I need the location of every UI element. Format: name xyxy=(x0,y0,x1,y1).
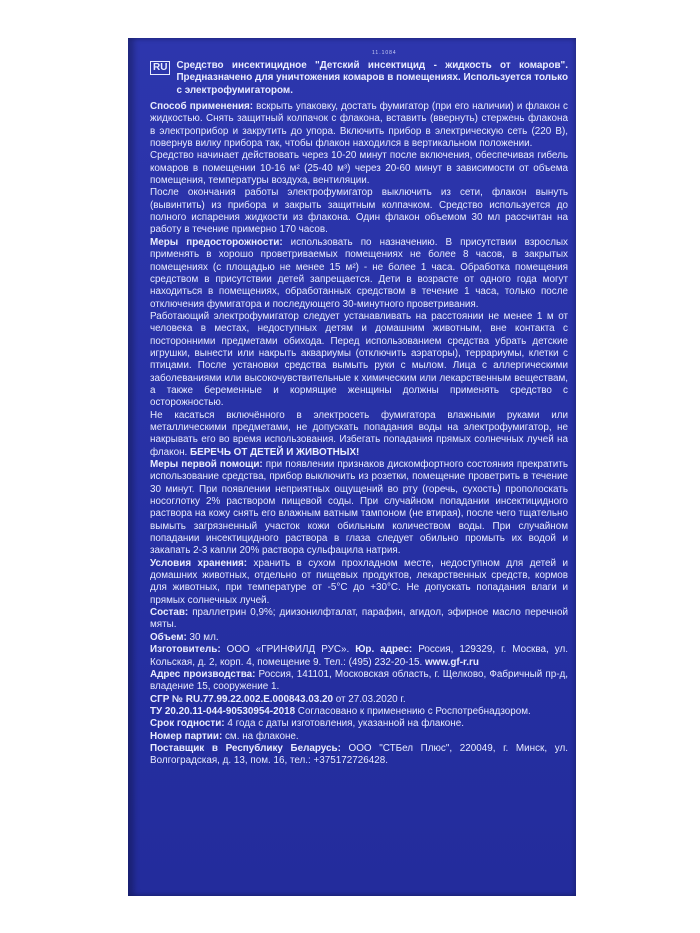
print-mark: 11.1084 xyxy=(372,50,397,56)
volume-text: 30 мл. xyxy=(186,631,219,643)
supplier-label: Поставщик в Республику Беларусь: xyxy=(150,742,341,754)
batch-section xyxy=(150,731,568,743)
usage-paragraph-2: Средство начинает действовать через 10-20 минут после включения, обеспечивая гибель комаров в помещении 10-16 м² (25-40 м³) через 20-60 минут в зависимости от объема помещения, температуры воздуха, вентиляции. xyxy=(150,150,568,187)
usage-section xyxy=(150,101,568,150)
legal-address-label: Юр. адрес: xyxy=(355,644,413,656)
production-section xyxy=(150,669,568,694)
volume-section xyxy=(150,632,568,644)
precautions-label: Меры предосторожности: xyxy=(150,236,283,248)
precautions-paragraph-2: Работающий электрофумигатор следует устанавливать на расстоянии не менее 1 м от человека в местах, недоступных детям и домашним животным, вне контакта с посторонними предметами обихода. Перед использованием средства убрать детские игрушки, вынести или накрыть аквариумы (отключить аэраторы), террариумы, клетки с птицами. После установки средства вымыть руки с мылом. Лица с аллергическими заболеваниями или высокочувствительные к химическим или лекарственным веществам, а также беременные и кормящие женщины должны применять средство с осторожностью. xyxy=(150,310,568,409)
label-text-block xyxy=(150,58,568,768)
shelf-life-label: Срок годности: xyxy=(150,718,225,730)
certificate-text: от 27.03.2020 г. xyxy=(332,693,406,705)
title-row xyxy=(150,60,568,97)
batch-label: Номер партии: xyxy=(150,730,223,742)
usage-paragraph-3: После окончания работы электрофумигатор выключить из сети, флакон вынуть (вывинтить) из прибора и закрыть защитным колпачком. Средство используется до полного испарения жидкости из флакона. Один флакон объемом 30 мл рассчитан на работу в течение примерно 170 часов. xyxy=(150,187,568,236)
language-badge: RU xyxy=(150,61,170,75)
certificate-label: СГР № RU.77.99.22.002.Е.000843.03.20 xyxy=(150,693,333,705)
manufacturer-name: ООО «ГРИНФИЛД РУС». xyxy=(220,644,356,656)
production-label: Адрес производства: xyxy=(150,668,256,680)
usage-text: вскрыть упаковку, достать фумигатор (при его наличии) и флакон с жидкостью. Снять защитный колпачок с флакона, вставить (ввернуть) стержень флакона в электроприбор и закрутить до упора. Включить прибор в электрическую сеть (220 В), повернув вилку прибора так, чтобы флакон находился в вертикальном положении. xyxy=(150,101,568,150)
legal-address-text: Россия, 129329, г. Москва, ул. Кольская, д. 2, корп. 4, помещение 9. Тел.: (495) 232-20-15. xyxy=(150,644,568,668)
storage-text: хранить в сухом прохладном месте, недоступном для детей и домашних животных, отдельно от пищевых продуктов, лекарственных средств, кормов для животных, при температуре от -5°С до +30°С. Не допускать попадания влаги и прямых солнечных лучей. xyxy=(150,557,568,606)
usage-label: Способ применения: xyxy=(150,101,254,113)
precautions-section xyxy=(150,237,568,311)
tu-label: ТУ 20.20.11-044-90530954-2018 xyxy=(150,705,296,717)
storage-label: Условия хранения: xyxy=(150,557,248,569)
tu-text: Согласовано к применению с Роспотребнадзором. xyxy=(295,705,531,717)
storage-section xyxy=(150,558,568,607)
website-link[interactable]: www.gf-r.ru xyxy=(424,656,479,668)
shelf-life-text: 4 года с даты изготовления, указанной на флаконе. xyxy=(224,718,464,730)
manufacturer-label: Изготовитель: xyxy=(150,644,221,656)
keep-away-warning: БЕРЕЧЬ ОТ ДЕТЕЙ И ЖИВОТНЫХ! xyxy=(190,446,360,458)
precautions-paragraph-3 xyxy=(150,410,568,459)
certificate-section xyxy=(150,694,568,706)
supplier-section xyxy=(150,743,568,768)
batch-text: см. на флаконе. xyxy=(222,730,299,742)
product-title: Средство инсектицидное "Детский инсектицид - жидкость от комаров". Предназначено для уничтожения комаров в помещениях. Используется только с электрофумигатором. xyxy=(176,60,568,96)
supplier-text: ООО "СТБел Плюс", 220049, г. Минск, ул. Волгоградская, д. 13, пом. 16, тел.: +375172726428. xyxy=(150,742,568,767)
first-aid-text: при появлении признаков дискомфортного состояния прекратить использование средства, прибор выключить из розетки, помещение проветрить в течение 30 минут. При появлении неприятных ощущений во рту (горечь, сухость) прополоскать носоглотку 2% раствором пищевой соды. При случайном попадании инсектицидного раствора на кожу снять его влажным ватным тампоном (не втирая), после чего тщательно вымыть загрязненный участок кожи обильным количеством воды. При случайном попадании инсектицидного раствора в глаза следует обильно промыть их водой и закапать 2-3 капли 20% раствора сульфацила натрия. xyxy=(150,459,568,557)
composition-text: праллетрин 0,9%; диизонилфталат, парафин, агидол, эфирное масло перечной мяты. xyxy=(150,607,568,631)
first-aid-label: Меры первой помощи: xyxy=(150,459,263,470)
precautions-p3-text: Не касаться включённого в электросеть фумигатора влажными руками или металлическими предметами, не допускать попадания воды на электрофумигатор, не накрывать его во время использования. Избегать попадания прямых солнечных лучей на флакон. xyxy=(150,409,568,458)
composition-label: Состав: xyxy=(150,607,189,619)
precautions-text: использовать по назначению. В присутствии взрослых применять в хорошо проветриваемых помещениях не более 8 часов, в закрытых помещениях (с площадью не менее 15 м²) - не более 1 часа. Обработка помещения средством в присутствии детей запрещается. Дети в возрасте от одного года могут находиться в помещениях, обработанных средством в течение 1 часа, только после отключения фумигатора и последующего 30-минутного проветривания. xyxy=(150,236,568,310)
composition-section xyxy=(150,607,568,632)
volume-label: Объем: xyxy=(150,631,187,643)
production-text: Россия, 141101, Московская область, г. Щелково, Фабричный пр-д, владение 15, сооружение 1. xyxy=(150,668,568,693)
tu-section xyxy=(150,706,568,718)
first-aid-section xyxy=(150,459,568,558)
shelf-life-section xyxy=(150,718,568,730)
manufacturer-section xyxy=(150,644,568,669)
